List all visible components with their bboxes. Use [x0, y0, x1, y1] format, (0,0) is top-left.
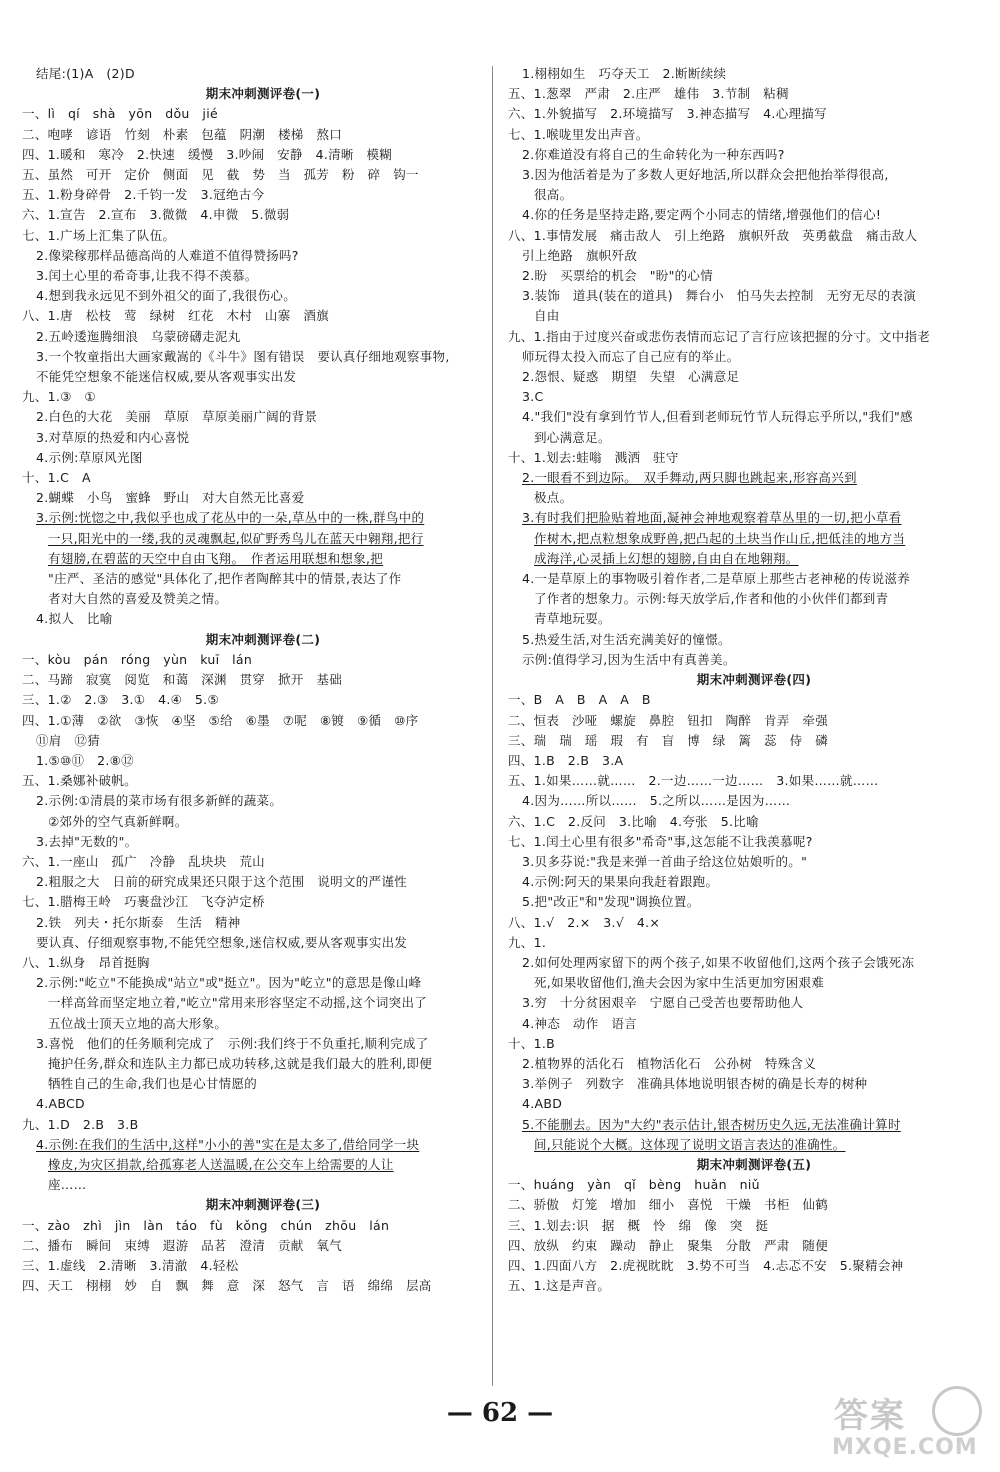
answer-line: 2.怨恨、疑惑 期望 失望 心满意足 [522, 369, 740, 385]
answer-line: 三、1.② 2.③ 3.① 4.④ 5.⑤ [22, 692, 219, 708]
answer-line: 掩护任务,群众和连队主力都已成功转移,这就是我们最大的胜利,即便 [48, 1055, 433, 1071]
answer-line: 八、1.事情发展 痛击敌人 引上绝路 旗帜歼敌 英勇截盘 痛击敌人 [508, 227, 918, 243]
answer-line: 3.举例子 列数字 准确具体地说明银杏树的确是长寿的树种 [522, 1076, 868, 1092]
answer-line: 青草地玩耍。 [534, 611, 611, 627]
answer-line: 4.ABD [522, 1096, 563, 1112]
answer-line: 十、1.C A [22, 470, 91, 486]
answer-line: 4.想到我永远见不到外祖父的面了,我很伤心。 [36, 288, 297, 304]
answer-line: 2.植物界的活化石 植物活化石 公孙树 特殊含义 [522, 1055, 817, 1071]
left-column [22, 64, 484, 1296]
answer-line: 六、1.C 2.反问 3.比喻 4.夸张 5.比喻 [508, 813, 759, 829]
answer-line: 五、1.如果……就…… 2.一边……一边…… 3.如果……就…… [508, 773, 879, 789]
answer-line: 成海洋,心灵插上幻想的翅膀,自由自在地翱翔。 [534, 550, 799, 566]
answer-line: 2.铁 列夫・托尔斯泰 生活 精神 [36, 914, 241, 930]
answer-line: ②郊外的空气真新鲜啊。 [48, 813, 188, 829]
answer-line: 十、1.划去:蛙嗡 溅洒 驻守 [508, 449, 679, 465]
answer-line: 者对大自然的喜爱及赞美之情。 [48, 591, 228, 607]
answer-line: 四、天工 栩栩 妙 自 飘 舞 意 深 怒气 言 语 绵绵 层高 [22, 1278, 432, 1294]
answer-line: 九、1.D 2.B 3.B [22, 1116, 139, 1132]
answer-line: 牺牲自己的生命,我们也是心甘情愿的 [48, 1076, 258, 1092]
answer-line: 1.⑤⑩⑪ 2.⑧⑫ [36, 752, 134, 768]
answer-line: 六、1.外貌描写 2.环境描写 3.神态描写 4.心理描写 [508, 106, 827, 122]
answer-line: 三、1.虚线 2.清晰 3.清澈 4.轻松 [22, 1257, 239, 1273]
answer-line: 4.拟人 比喻 [36, 611, 113, 627]
answer-line: 3.贝多芬说:"我是来弹一首曲子给这位姑娘听的。" [522, 853, 808, 869]
answer-line: 一、B A B A A B [508, 692, 651, 708]
answer-line: ⑪肩 ⑫猜 [36, 732, 101, 748]
section-heading: 期末冲刺测评卷(一) [205, 86, 321, 102]
answer-line: 3.一个牧童指出大画家戴嵩的《斗牛》图有错误 要认真仔细地观察事物, [36, 348, 450, 364]
answer-line: 一、zào zhì jìn làn táo fù kǒng chún zhōu lán [22, 1217, 390, 1233]
answer-line: 橡皮,为灾区捐款,给孤寡老人送温暖,在公交车上给需要的人让 [48, 1156, 394, 1172]
answer-line: 间,只能说个大概。这体现了说明文语言表达的准确性。 [534, 1136, 846, 1152]
answer-line: 2.粗服之大 日前的研究成果还只限于这个范围 说明文的严谨性 [36, 874, 407, 890]
answer-line: 座…… [48, 1177, 87, 1193]
answer-line: 八、1.纵身 昂首挺胸 [22, 954, 150, 970]
answer-line: 不能凭空想象不能迷信权威,要从客观事实出发 [36, 369, 297, 385]
answer-line: 四、1.暖和 寒冷 2.快速 缓慢 3.吵闹 安静 4.清晰 模糊 [22, 146, 393, 162]
answer-line: 3.因为他活着是为了多数人更好地活,所以群众会把他抬举得很高, [522, 167, 889, 183]
answer-line: 二、恒表 沙哑 螺旋 鼻腔 钮扣 陶醉 肯弄 牵强 [508, 712, 829, 728]
answer-line: 一只,阳光中的一缕,我的灵魂飘起,似矿野秀鸟儿在蓝天中翱翔,把行 [48, 530, 424, 546]
answer-line: 3.穷 十分贫困艰辛 宁愿自己受苦也要帮助他人 [522, 995, 804, 1011]
answer-line: 3.闰土心里的希奇事,让我不得不羡慕。 [36, 268, 258, 284]
answer-line: 2.示例:"屹立"不能换成"站立"或"挺立"。因为"屹立"的意思是像山峰 [36, 975, 422, 991]
answer-line: 2.蝴蝶 小鸟 蜜蜂 野山 对大自然无比喜爱 [36, 490, 305, 506]
answer-line: 2.示例:①清晨的菜市场有很多新鲜的蔬菜。 [36, 793, 283, 809]
answer-line: 二、咆哮 谚语 竹刻 朴素 包蕴 阴潮 楼梯 熬口 [22, 126, 343, 142]
answer-line: 到心满意足。 [534, 429, 611, 445]
answer-line: 3.去掉"无数的"。 [36, 833, 138, 849]
column-divider [492, 66, 493, 1386]
answer-line: 八、1.唐 松枝 莺 绿树 红花 木村 山寨 酒旗 [22, 308, 329, 324]
watermark-badge-icon [932, 1386, 982, 1436]
answer-line: 3.对草原的热爱和内心喜悦 [36, 429, 190, 445]
answer-line: 一、kòu pán róng yùn kuī lán [22, 651, 253, 667]
answer-line: 2.白色的大花 美丽 草原 草原美丽广阔的背景 [36, 409, 318, 425]
answer-line: 七、1.喉咙里发出声音。 [508, 126, 649, 142]
answer-line: 2.你难道没有将自己的生命转化为一种东西吗? [522, 146, 785, 162]
answer-line: 有翅膀,在碧蓝的天空中自由飞翔。 作者运用联想和想象,把 [48, 550, 384, 566]
answer-line: 一样高耸而坚定地立着,"屹立"常用来形容坚定不动摇,这个词突出了 [48, 995, 428, 1011]
answer-line: 2.盼 买票给的机会 "盼"的心情 [522, 268, 714, 284]
answer-line: 七、1.闰土心里有很多"希奇"事,这怎能不让我羡慕呢? [508, 833, 813, 849]
answer-line: 5.不能删去。因为"大约"表示估计,银杏树历史久远,无法准确计算时 [522, 1116, 901, 1132]
answer-line: 师玩得太投入而忘了自己应有的举止。 [522, 348, 740, 364]
answer-line: 六、1.一座山 孤广 冷静 乱块块 荒山 [22, 853, 265, 869]
answer-line: 五位战士顶天立地的高大形象。 [48, 1015, 228, 1031]
answer-line: 3.C [522, 389, 544, 405]
answer-line: 2.像梁稼那样品德高尚的人难道不值得赞扬吗? [36, 247, 299, 263]
answer-line: 了作者的想象力。示例:每天放学后,作者和他的小伙伴们都到青 [534, 591, 889, 607]
answer-line: 3.喜悦 他们的任务顺利完成了 示例:我们终于不负重托,顺利完成了 [36, 1035, 429, 1051]
answer-line: 示例:值得学习,因为生活中有真善美。 [522, 651, 736, 667]
answer-line: 四、1.四面八方 2.虎视眈眈 3.势不可当 4.忐忑不安 5.聚精会神 [508, 1257, 904, 1273]
answer-line: 3.有时我们把脸贴着地面,凝神会神地观察着草丛里的一切,把小草看 [522, 510, 902, 526]
answer-line: 五、虽然 可开 定价 侧面 见 截 势 当 孤芳 粉 碎 钩一 [22, 167, 419, 183]
answer-line: 三、瑞 瑞 瑶 瑕 有 盲 博 绿 篱 蕊 侍 磷 [508, 732, 829, 748]
answer-line: 五、1.葱翠 严肃 2.庄严 雄伟 3.节制 粘稠 [508, 86, 789, 102]
answer-line: 5.热爱生活,对生活充满美好的憧憬。 [522, 631, 731, 647]
answer-line: 四、1.B 2.B 3.A [508, 752, 624, 768]
answer-line: 二、骄傲 灯笼 增加 细小 喜悦 干燥 书柜 仙鹤 [508, 1197, 829, 1213]
answer-line: 九、1.③ ① [22, 389, 96, 405]
answer-line: 2.如何处理两家留下的两个孩子,如果不收留他们,这两个孩子会饿死冻 [522, 954, 915, 970]
answer-line: 五、1.这是声音。 [508, 1278, 611, 1294]
answer-line: 极点。 [534, 490, 573, 506]
section-heading: 期末冲刺测评卷(四) [696, 672, 812, 688]
answer-line: 五、1.粉身碎骨 2.千钧一发 3.冠绝古今 [22, 187, 265, 203]
right-column [508, 64, 980, 1296]
answer-line: 九、1.指由于过度兴奋或悲伤表情而忘记了言行应该把握的分寸。文中指老 [508, 328, 931, 344]
answer-line: 要认真、仔细观察事物,不能凭空想象,迷信权威,要从客观事实出发 [36, 934, 408, 950]
answer-line: 引上绝路 旗帜歼敌 [522, 247, 638, 263]
answer-line: 4.一是草原上的事物吸引着作者,二是草原上那些古老神秘的传说滋养 [522, 571, 911, 587]
answer-line: 七、1.广场上汇集了队伍。 [22, 227, 176, 243]
answer-line: 作树木,把点粒想象成野兽,把凸起的土块当作山丘,把低洼的地方当 [534, 530, 906, 546]
answer-line: 一、huáng yàn qǐ bèng huǎn niǔ [508, 1177, 760, 1193]
answer-line: 2.五岭逶迤腾细浪 乌蒙磅礴走泥丸 [36, 328, 241, 344]
answer-line: 结尾:(1)A (2)D [36, 66, 135, 81]
answer-line: 4.因为……所以…… 5.之所以……是因为…… [522, 793, 791, 809]
answer-line: 3.装饰 道具(装在的道具) 舞台小 怕马失去控制 无穷无尽的表演 [522, 288, 917, 304]
answer-line: 一、lì qí shà yōn dǒu jié [22, 106, 218, 122]
answer-line: 4.示例:草原风光图 [36, 449, 143, 465]
answer-line: 四、放纵 约束 躁动 静止 聚集 分散 严肃 随便 [508, 1237, 829, 1253]
answer-line: 4.ABCD [36, 1096, 85, 1112]
answer-line: 七、1.腊梅王岭 巧裹盘沙江 飞夺泸定桥 [22, 894, 265, 910]
answer-line: 4."我们"没有拿到竹节人,但看到老师玩竹节人玩得忘乎所以,"我们"感 [522, 409, 913, 425]
answer-line: "庄严、圣洁的感觉"具体化了,把作者陶醉其中的情景,表达了作 [48, 571, 402, 587]
answer-line: 二、播布 瞬间 束缚 遐游 品茗 澄清 贡献 氧气 [22, 1237, 343, 1253]
section-heading: 期末冲刺测评卷(三) [205, 1197, 321, 1213]
answer-line: 很高。 [534, 187, 573, 203]
answer-line: 八、1.√ 2.× 3.√ 4.× [508, 914, 661, 930]
answer-line: 1.栩栩如生 巧夺天工 2.断断续续 [522, 66, 727, 81]
page-number: — 62 — [446, 1398, 554, 1428]
answer-line: 五、1.桑娜补破帆。 [22, 773, 137, 789]
answer-line: 4.示例:在我们的生活中,这样"小小的善"实在是太多了,借给同学一块 [36, 1136, 420, 1152]
answer-line: 5.把"改正"和"发现"调换位置。 [522, 894, 700, 910]
answer-line: 四、1.①薄 ②欲 ③恢 ④坚 ⑤给 ⑥墨 ⑦呢 ⑧镀 ⑨循 ⑩序 [22, 712, 419, 728]
answer-line: 死,如果收留他们,渔夫会因为家中生活更加穷困艰难 [534, 975, 825, 991]
section-heading: 期末冲刺测评卷(二) [205, 631, 321, 647]
answer-line: 九、1. [508, 934, 547, 950]
answer-line: 二、马蹄 寂寞 阅览 和蔼 深渊 贯穿 掀开 基础 [22, 672, 343, 688]
watermark-logo [828, 1382, 988, 1460]
answer-line: 自由 [534, 308, 560, 324]
answer-line: 4.你的任务是坚持走路,要定两个小同志的情绪,增强他们的信心! [522, 207, 882, 223]
answer-line: 3.示例:恍惚之中,我似乎也成了花丛中的一朵,草丛中的一株,群鸟中的 [36, 510, 425, 526]
answer-line: 4.示例:阿天的果果向我赶着跟跑。 [522, 874, 719, 890]
answer-line: 十、1.B [508, 1035, 556, 1051]
answer-line: 三、1.划去:识 据 概 怜 绵 像 突 挺 [508, 1217, 769, 1233]
answer-line: 2.一眼看不到边际。 双手舞动,两只脚也跳起来,形容高兴到 [522, 470, 857, 486]
answer-line: 六、1.宣告 2.宣布 3.微微 4.申微 5.微弱 [22, 207, 290, 223]
watermark-url: MXQE.COM [832, 1435, 978, 1460]
section-heading: 期末冲刺测评卷(五) [696, 1156, 812, 1172]
answer-line: 4.神态 动作 语言 [522, 1015, 637, 1031]
watermark-text: 答案 [834, 1396, 906, 1436]
